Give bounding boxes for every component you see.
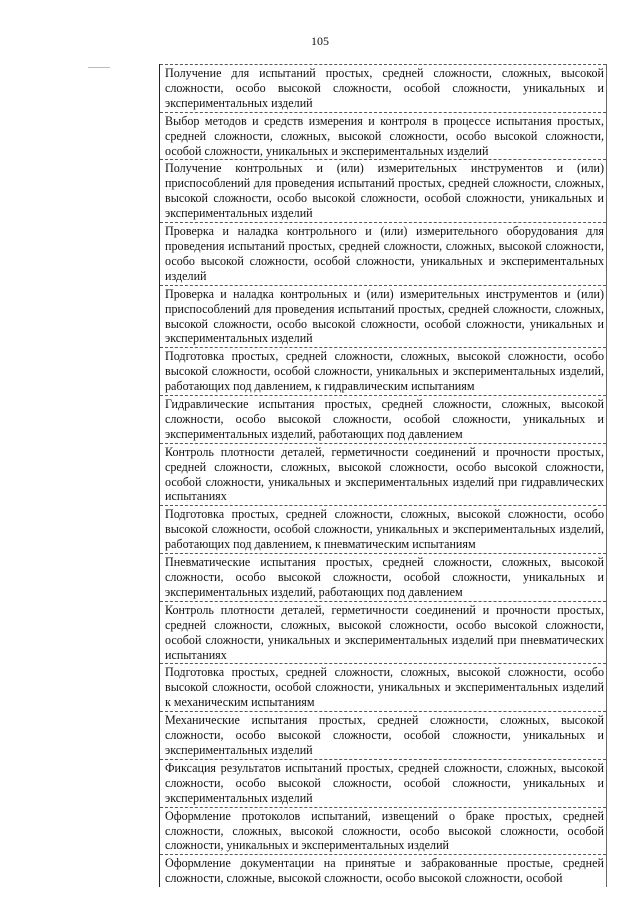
table-row-text: Подготовка простых, средней сложности, сложных, высокой сложности, особо высокой сложности, особой сложности, уникальных и экспериментальных изделий к механическим испытаниям (165, 665, 604, 710)
labor-actions-table (159, 64, 607, 887)
table-row (160, 113, 606, 161)
table-row (160, 444, 606, 507)
table-row-text: Контроль плотности деталей, герметичности соединений и прочности простых, средней сложности, сложных, высокой сложности, особо высокой сложности, особой сложности, уникальных и экспериментальных изделий при гидравлических испытаниях (165, 444, 604, 504)
table-row (160, 286, 606, 349)
table-row-text: Фиксация результатов испытаний простых, средней сложности, сложных, высокой сложности, особо высокой сложности, особой сложности, уникальных и экспериментальных изделий (165, 760, 604, 805)
table-row (160, 760, 606, 808)
margin-mark (88, 67, 110, 68)
table-row-text: Получение для испытаний простых, средней сложности, сложных, высокой сложности, особо высокой сложности, особой сложности, уникальных и экспериментальных изделий (165, 66, 604, 110)
table-row-text: Контроль плотности деталей, герметичности соединений и прочности простых, средней сложности, сложных, высокой сложности, особо высокой сложности, особой сложности, уникальных и экспериментальных изделий при пневматических испытаниях (165, 602, 604, 662)
table-row (160, 712, 606, 760)
table-row (160, 348, 606, 396)
table-row-text: Оформление протоколов испытаний, извещений о браке простых, средней сложности, сложных, высокой сложности, особо высокой сложности, особой сложности, уникальных и экспериментальных изделий (165, 808, 604, 853)
table-row (160, 602, 606, 665)
table-row (160, 223, 606, 286)
table-row-text: Механические испытания простых, средней сложности, сложных, высокой сложности, особо высокой сложности, особой сложности, уникальных и экспериментальных изделий (165, 713, 604, 757)
table-row (160, 664, 606, 712)
table-row-text: Проверка и наладка контрольных и (или) измерительных инструментов и (или) приспособлений для проведения испытаний простых, средней сложности, сложных, высокой сложности, особо высокой сложности, особой сложности, уникальных и экспериментальных изделий (165, 286, 604, 346)
table-row (160, 554, 606, 602)
table-row-text: Оформление документации на принятые и забракованные простые, средней сложности, сложные, высокой сложности, особо высокой сложности, особой (165, 856, 604, 886)
table-row (160, 160, 606, 223)
table-row-text: Получение контрольных и (или) измерительных инструментов и (или) приспособлений для проведения испытаний простых, средней сложности, сложных, высокой сложности, особо высокой сложности, особой сложности, уникальных и экспериментальных изделий (165, 161, 604, 221)
table-row (160, 64, 606, 113)
table-row (160, 396, 606, 444)
table-row-text: Подготовка простых, средней сложности, сложных, высокой сложности, особо высокой сложности, особой сложности, уникальных и экспериментальных изделий, работающих под давлением, к гидравлическим испытаниям (165, 349, 604, 394)
table-row-text: Пневматические испытания простых, средней сложности, сложных, высокой сложности, особо высокой сложности, особой сложности, уникальных и экспериментальных изделий, работающих под давлением (165, 555, 604, 599)
table-row-text: Выбор методов и средств измерения и контроля в процессе испытания простых, средней сложности, сложных, высокой сложности, особо высокой сложности, особой сложности, уникальных и экспериментальных изделий (165, 113, 604, 158)
table-row (160, 808, 606, 856)
table-row-text: Подготовка простых, средней сложности, сложных, высокой сложности, особо высокой сложности, особой сложности, уникальных и экспериментальных изделий, работающих под давлением, к пневматическим испытаниям (165, 507, 604, 552)
table-row-text: Проверка и наладка контрольного и (или) измерительного оборудования для проведения испытаний простых, средней сложности, сложных, высокой сложности, особо высокой сложности, особой сложности, уникальных и экспериментальных изделий (165, 224, 604, 283)
table-row-text: Гидравлические испытания простых, средней сложности, сложных, высокой сложности, особо высокой сложности, особой сложности, уникальных и экспериментальных изделий, работающих под давлением (165, 397, 604, 441)
table-row (160, 855, 606, 887)
page-number: 105 (311, 34, 329, 48)
table-row (160, 506, 606, 554)
